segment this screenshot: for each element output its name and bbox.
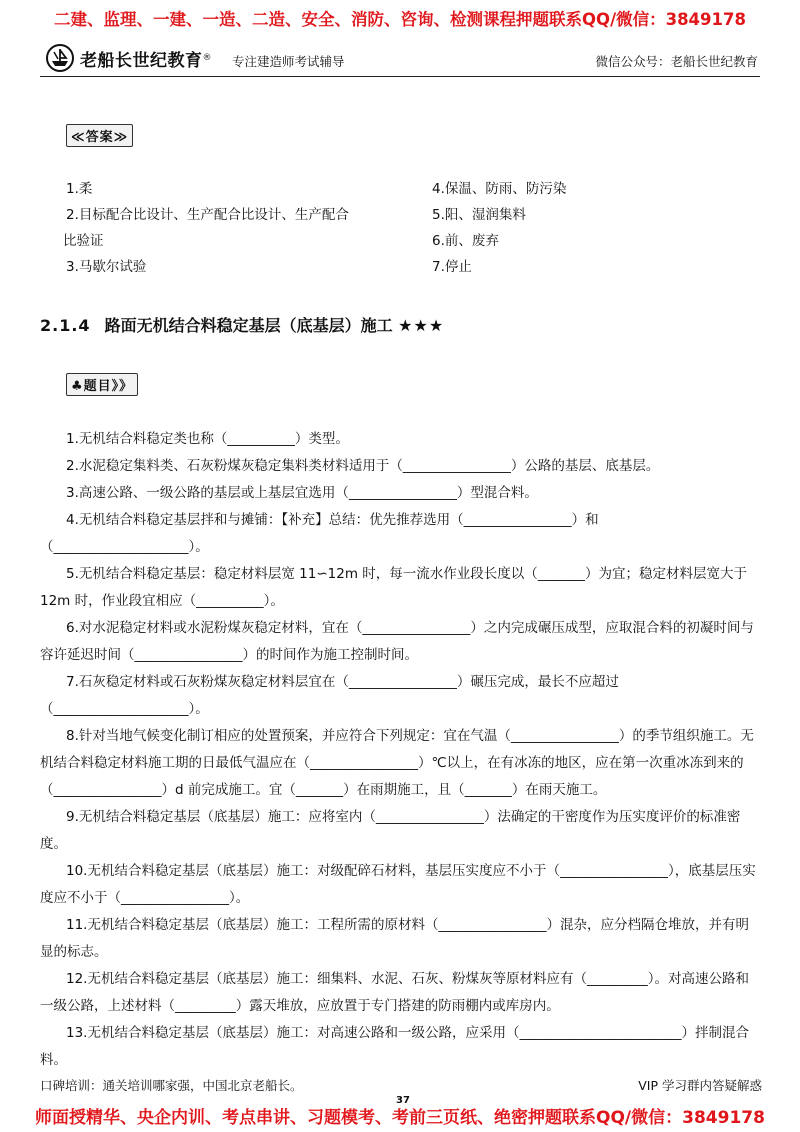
answer-item: 3.马歇尔试验 <box>66 259 147 275</box>
question-item: 9.无机结合料稳定基层（底基层）施工：应将室内（________________）法确定的干密度作为压实度评价的标准密度。 <box>40 809 741 852</box>
brand-name: 老船长世纪教育 <box>80 50 203 71</box>
answer-item: 7.停止 <box>432 259 472 275</box>
header-divider <box>40 76 760 77</box>
header-tagline: 专注建造师考试辅导 <box>232 54 345 69</box>
question-item: 5.无机结合料稳定基层：稳定材料层宽 11∽12m 时，每一流水作业段长度以（_______）为宜；稳定材料层宽大于 12m 时，作业段宜相应（__________）。 <box>40 566 748 609</box>
question-item: 7.石灰稳定材料或石灰粉煤灰稳定材料层宜在（________________）碾压完成，最长不应超过（____________________）。 <box>40 674 619 717</box>
question-item: 8.针对当地气候变化制订相应的处置预案，并应符合下列规定：宜在气温（________________）的季节组织施工。无机结合料稳定材料施工期的日最低气温应在（________________）℃以上，在有冰冻的地区，应在第一次重冰冻到来的（________________）d 前完成施工。宜（_______）在雨期施工，且（_______）在雨天施工。 <box>40 728 754 798</box>
question-item: 6.对水泥稳定材料或水泥粉煤灰稳定材料，宜在（________________）之内完成碾压成型，应取混合料的初凝时间与容许延迟时间（________________）的时间作为施工控制时间。 <box>40 620 754 663</box>
answer-item: 6.前、废弃 <box>432 233 499 249</box>
question-item: 3.高速公路、一级公路的基层或上基层宜选用（________________）型混合料。 <box>66 485 538 501</box>
section-number: 2.1.4 <box>40 316 91 335</box>
answer-item: 5.阳、湿润集料 <box>432 207 526 223</box>
ship-icon <box>46 43 74 73</box>
answer-item: 4.保温、防雨、防污染 <box>432 181 567 197</box>
brand-logo <box>46 43 212 73</box>
question-list <box>40 426 760 1074</box>
answer-tag: ≪答案≫ <box>66 124 133 147</box>
answer-item: 1.柔 <box>66 181 93 197</box>
top-promo-banner: 二建、监理、一建、一造、二造、安全、消防、咨询、检测课程押题联系QQ/微信：3849178 <box>54 10 746 29</box>
question-item: 1.无机结合料稳定类也称（__________）类型。 <box>66 431 349 447</box>
bottom-promo-banner: 师面授精华、央企内训、考点串讲、习题模考、考前三页纸、绝密押题联系QQ/微信：3849178 <box>35 1108 765 1128</box>
answer-item-continued: 比验证 <box>63 233 104 249</box>
answer-item: 2.目标配合比设计、生产配合比设计、生产配合 <box>66 207 349 223</box>
question-item: 2.水泥稳定集料类、石灰粉煤灰稳定集料类材料适用于（________________）公路的基层、底基层。 <box>66 458 660 474</box>
question-item: 13.无机结合料稳定基层（底基层）施工：对高速公路和一级公路，应采用（________________________）拌制混合料。 <box>40 1025 749 1068</box>
question-item: 12.无机结合料稳定基层（底基层）施工：细集料、水泥、石灰、粉煤灰等原材料应有（_________）。对高速公路和一级公路，上述材料（_________）露天堆放，应放置于专门搭建的防雨棚内或库房内。 <box>40 971 749 1014</box>
page-number: 37 <box>396 1095 410 1106</box>
answers-right-column <box>432 176 762 280</box>
answers-left-column <box>63 176 396 280</box>
section-title: 路面无机结合料稳定基层（底基层）施工 <box>104 316 393 335</box>
footer-note: VIP 学习群内答疑解惑 <box>638 1078 762 1093</box>
wechat-account: 微信公众号：老船长世纪教育 <box>595 54 758 69</box>
importance-stars: ★★★ <box>398 316 445 335</box>
question-tag: ♣题目》》 <box>66 373 138 396</box>
section-heading <box>40 313 444 336</box>
page-header <box>40 40 760 82</box>
question-item: 11.无机结合料稳定基层（底基层）施工：工程所需的原材料（________________）混杂，应分档隔仓堆放，并有明显的标志。 <box>40 917 749 960</box>
registered-mark: ® <box>202 53 212 63</box>
question-item: 10.无机结合料稳定基层（底基层）施工：对级配碎石材料，基层压实度应不小于（________________），底基层压实度应不小于（________________）。 <box>40 863 756 906</box>
question-item: 4.无机结合料稳定基层拌和与摊铺：【补充】总结：优先推荐选用（________________）和（____________________）。 <box>40 512 599 555</box>
footer-slogan: 口碑培训：通关培训哪家强，中国北京老船长。 <box>40 1078 303 1093</box>
